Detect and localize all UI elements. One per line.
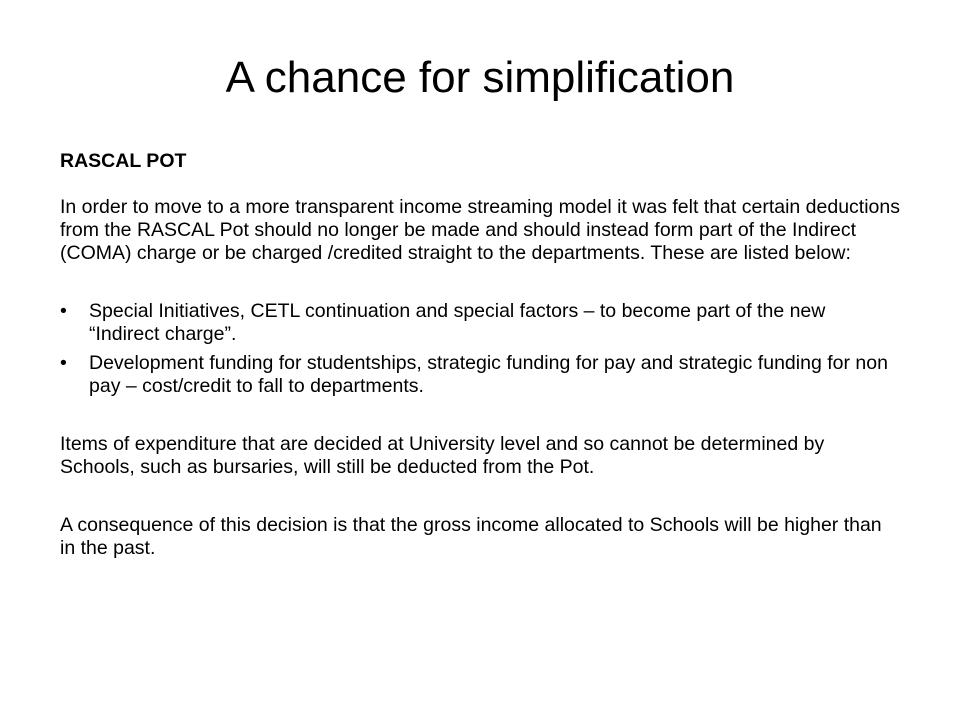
bullet-icon: • (60, 352, 67, 374)
slide-body (60, 150, 900, 595)
bullet-icon: • (60, 300, 67, 322)
bullet-item (60, 352, 900, 398)
bullet-list (60, 300, 900, 398)
bullet-text: Development funding for studentships, strategic funding for pay and strategic funding for non pay – cost/credit to fall to departments. (89, 352, 888, 397)
expenditure-paragraph: Items of expenditure that are decided at University level and so cannot be determined by Schools, such as bursaries, will still be deducted from the Pot. (60, 433, 825, 478)
slide-title: A chance for simplification (225, 53, 735, 102)
section-heading: RASCAL POT (60, 150, 187, 172)
bullet-item (60, 300, 900, 346)
consequence-paragraph: A consequence of this decision is that the gross income allocated to Schools will be higher than in the past. (60, 514, 882, 559)
intro-paragraph: In order to move to a more transparent income streaming model it was felt that certain deductions from the RASCAL Pot should no longer be made and should instead form part of the Indirect (COMA) charge or be charged /credited straight to the departments. These are listed below: (60, 196, 900, 264)
bullet-text: Special Initiatives, CETL continuation and special factors – to become part of the new “Indirect charge”. (89, 300, 826, 345)
